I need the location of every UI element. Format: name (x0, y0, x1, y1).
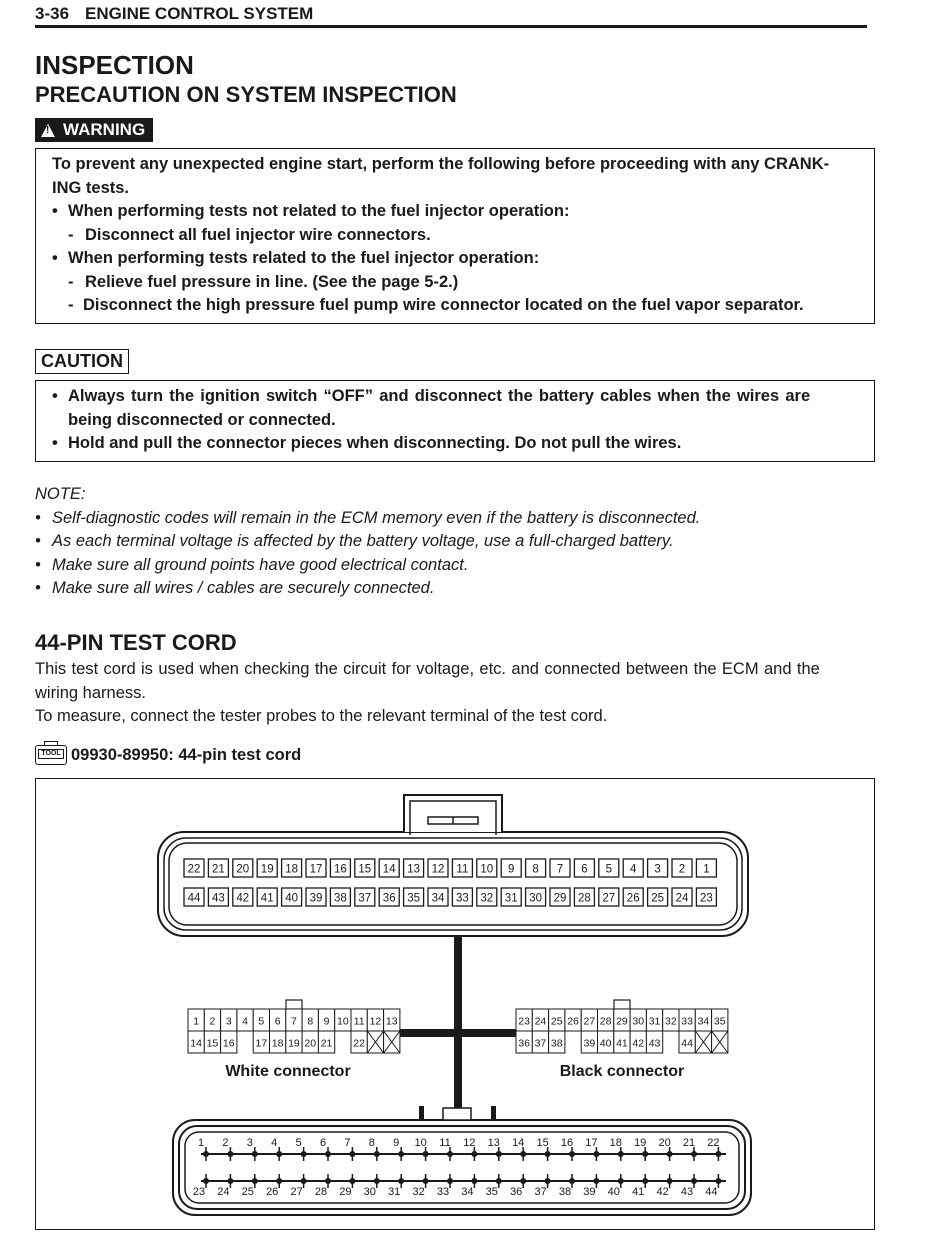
pin-label: 41 (632, 1186, 645, 1198)
pin-label: 20 (236, 863, 250, 876)
black-connector-pin-label: 35 (713, 1015, 726, 1028)
harness-wires (400, 936, 516, 1108)
pin-label: 18 (609, 1137, 622, 1149)
tool-line (35, 745, 301, 765)
pin-label: 39 (309, 892, 323, 905)
pin-label: 13 (487, 1137, 500, 1149)
test-cord-diagram (35, 778, 875, 1230)
note-item-4: Make sure all wires / cables are securely connected. (52, 579, 435, 597)
pin-label: 14 (382, 863, 396, 876)
white-connector-pin-label: 19 (288, 1037, 300, 1050)
dash: - (68, 296, 74, 314)
black-connector-pin-label: 40 (599, 1037, 612, 1050)
white-connector-pin-label: 10 (337, 1015, 349, 1028)
pin-label: 17 (585, 1137, 598, 1149)
black-connector-pin-label: 31 (648, 1015, 661, 1028)
pin-label: 2 (222, 1137, 229, 1149)
pin-label: 19 (260, 863, 274, 876)
pin-label: 23 (700, 892, 713, 905)
pin-label: 6 (319, 1137, 327, 1149)
black-connector-pin-label: 43 (648, 1037, 661, 1050)
white-connector-pin-label: 20 (304, 1037, 317, 1050)
pin-label: 22 (707, 1137, 720, 1149)
pin-label: 1 (703, 863, 710, 876)
note-item-3: Make sure all ground points have good electrical contact. (52, 555, 469, 574)
pin-label: 36 (382, 892, 396, 905)
black-connector-pin-label: 23 (518, 1015, 530, 1028)
warning-line-3: When performing tests not related to the fuel injector operation: (68, 202, 570, 220)
black-connector-pin-label: 36 (518, 1037, 530, 1050)
section-heading: 44-PIN TEST CORD (35, 630, 237, 655)
pin-label: 8 (368, 1137, 375, 1149)
page-title: INSPECTION (35, 50, 194, 80)
pin-label: 1 (197, 1137, 205, 1149)
pin-label: 41 (260, 892, 274, 905)
white-connector-pin-label: 17 (255, 1037, 268, 1050)
white-connector-pin-label: 3 (225, 1015, 232, 1028)
black-connector-pin-label: 41 (616, 1037, 628, 1050)
tool-line-text: 09930-89950: 44-pin test cord (71, 745, 302, 764)
pin-label: 33 (436, 1186, 450, 1198)
caution-line-2: being disconnected or connected. (68, 410, 336, 429)
pin-label: 19 (634, 1137, 647, 1149)
pin-label: 15 (536, 1137, 549, 1149)
black-connector-label: Black connector (559, 1063, 685, 1080)
page-number: 3-36 (35, 4, 70, 23)
white-connector-pin-label: 8 (307, 1015, 314, 1028)
pin-label: 42 (656, 1186, 669, 1198)
pin-label: 8 (532, 863, 539, 876)
pin-label: 3 (246, 1137, 253, 1149)
black-connector-pin-label: 44 (681, 1037, 693, 1050)
pin-label: 44 (187, 892, 201, 905)
tool-icon: TOOL (35, 745, 67, 765)
dash: - (68, 272, 74, 291)
black-connector-pin-label: 27 (583, 1015, 596, 1028)
black-connector (614, 1000, 630, 1009)
white-connector-pin-label: 12 (369, 1015, 382, 1028)
pin-label: 32 (412, 1186, 425, 1198)
pin-label: 16 (334, 863, 347, 876)
warning-box (35, 148, 875, 324)
pin-label: 27 (290, 1186, 303, 1198)
white-connector (286, 1000, 302, 1009)
note-block (35, 483, 895, 603)
pin-label: 5 (295, 1137, 302, 1149)
pin-label: 3 (654, 863, 661, 876)
note-item-1: Self-diagnostic codes will remain in the ECM memory even if the battery is disconnected. (52, 508, 701, 527)
pin-label: 21 (212, 863, 225, 876)
pin-label: 42 (236, 892, 250, 905)
pin-label: 28 (578, 892, 591, 905)
pin-label: 23 (192, 1186, 206, 1198)
white-connector-pin-label: 6 (274, 1015, 281, 1028)
black-connector-pin-label: 29 (616, 1015, 628, 1028)
bullet: • (52, 434, 58, 452)
pin-label: 13 (407, 863, 420, 876)
pin-label: 9 (393, 1137, 400, 1149)
white-connector-pin-label: 14 (190, 1037, 202, 1050)
pin-label: 21 (682, 1137, 696, 1149)
caution-box (35, 380, 875, 462)
white-connector-pin-label: 21 (320, 1037, 333, 1050)
test-cord-paragraph (35, 658, 895, 730)
white-connector-pin-label: 2 (209, 1015, 216, 1028)
page-header (35, 4, 313, 24)
black-connector-pin-label: 42 (632, 1037, 645, 1050)
note-item-2: As each terminal voltage is affected by the battery voltage, use a full-charged battery. (52, 532, 674, 550)
pin-label: 30 (529, 892, 542, 905)
black-connector-pin-label: 33 (681, 1015, 693, 1028)
pin-label: 39 (583, 1186, 596, 1198)
pin-label: 17 (309, 863, 323, 876)
pin-label: 32 (480, 892, 494, 905)
bullet: • (35, 555, 41, 574)
para-line-2: wiring harness. (35, 683, 146, 702)
white-connector-pin-label: 7 (291, 1015, 297, 1028)
warning-line-5: When performing tests related to the fuel injector operation: (68, 249, 540, 267)
pin-label: 11 (439, 1137, 451, 1149)
pin-label: 38 (334, 892, 347, 905)
black-connector-pin-label: 24 (534, 1015, 547, 1028)
pin-label: 16 (560, 1137, 574, 1149)
pin-label: 12 (431, 863, 445, 876)
pin-label: 24 (675, 892, 689, 905)
pin-label: 37 (534, 1186, 547, 1198)
pin-label: 11 (456, 863, 469, 876)
pin-label: 25 (241, 1186, 254, 1198)
pin-label: 5 (605, 863, 613, 876)
bullet: • (35, 508, 41, 527)
white-connector-pin-label: 15 (206, 1037, 219, 1050)
header-rule (35, 25, 867, 28)
pin-label: 12 (463, 1137, 476, 1149)
pin-label: 36 (510, 1186, 523, 1198)
pin-label: 24 (217, 1186, 230, 1198)
bullet: • (35, 579, 41, 597)
warning-line-6: Relieve fuel pressure in line. (See the page 5-2.) (85, 272, 459, 291)
warning-icon: ! (41, 124, 55, 137)
pin-label: 35 (485, 1186, 498, 1198)
black-connector-pin-label: 28 (599, 1015, 612, 1028)
pin-label: 4 (271, 1137, 278, 1149)
pin-label: 22 (187, 863, 201, 876)
pin-label: 25 (651, 892, 664, 905)
pin-label: 31 (504, 892, 518, 905)
white-connector-pin-label: 1 (193, 1015, 200, 1028)
warning-label: WARNING (63, 120, 146, 139)
warning-line-1: To prevent any unexpected engine start, perform the following before proceeding with any CRANK- (52, 155, 830, 173)
pin-label: 20 (658, 1137, 671, 1149)
black-connector-pin-label: 25 (550, 1015, 563, 1028)
pin-label: 18 (285, 863, 298, 876)
white-connector-pin-label: 4 (242, 1015, 248, 1028)
black-connector-pin-label: 32 (665, 1015, 677, 1028)
white-connector-pin-label: 13 (385, 1015, 398, 1028)
section-title: ENGINE CONTROL SYSTEM (85, 4, 314, 23)
pin-label: 26 (626, 892, 640, 905)
pin-label: 2 (678, 863, 686, 876)
pin-label: 27 (602, 892, 616, 905)
black-connector-pin-label: 39 (583, 1037, 596, 1050)
white-connector-pin-label: 5 (258, 1015, 265, 1028)
black-connector-pin-label: 30 (632, 1015, 645, 1028)
white-connector-label: White connector (225, 1063, 351, 1080)
pin-label: 44 (705, 1186, 718, 1198)
pin-label: 34 (431, 892, 445, 905)
pin-label: 10 (480, 863, 494, 876)
pin-label: 6 (581, 863, 588, 876)
black-connector-pin-label: 37 (534, 1037, 547, 1050)
caution-line-3: Hold and pull the connector pieces when disconnecting. Do not pull the wires. (68, 434, 682, 452)
connector-diagram-svg (36, 779, 876, 1231)
pin-label: 7 (556, 863, 564, 876)
page-subtitle: PRECAUTION ON SYSTEM INSPECTION (35, 82, 457, 107)
white-connector-pin-label: 22 (353, 1037, 365, 1050)
pin-label: 43 (212, 892, 225, 905)
white-connector-pin-label: 9 (323, 1015, 330, 1028)
warning-line-2: ING tests. (52, 178, 130, 197)
caution-line-1: Always turn the ignition switch “OFF” and disconnect the battery cables when the wires are (68, 387, 811, 405)
pin-label: 28 (314, 1186, 328, 1198)
dash: - (68, 225, 74, 244)
caution-badge: CAUTION (35, 349, 129, 374)
para-line-1: This test cord is used when checking the circuit for voltage, etc. and connected between the ECM and the (35, 660, 820, 678)
white-connector-pin-label: 18 (271, 1037, 284, 1050)
pin-label: 37 (358, 892, 372, 905)
pin-label: 35 (407, 892, 420, 905)
pin-label: 4 (629, 863, 637, 876)
pin-label: 43 (680, 1186, 694, 1198)
white-connector-pin-label: 11 (353, 1015, 365, 1028)
pin-label: 29 (339, 1186, 352, 1198)
pin-label: 10 (414, 1137, 427, 1149)
pin-label: 29 (553, 892, 567, 905)
black-connector-pin-label: 34 (697, 1015, 710, 1028)
bullet: • (52, 249, 58, 267)
bullet: • (52, 202, 58, 220)
pin-label: 33 (456, 892, 469, 905)
pin-label: 34 (461, 1186, 474, 1198)
warning-line-7: Disconnect the high pressure fuel pump wire connector located on the fuel vapor separator. (83, 296, 804, 314)
pin-label: 40 (285, 892, 298, 905)
pin-label: 14 (512, 1137, 525, 1149)
black-connector-pin-label: 38 (550, 1037, 563, 1050)
bullet: • (35, 532, 41, 550)
note-label: NOTE: (35, 485, 86, 503)
para-line-3: To measure, connect the tester probes to the relevant terminal of the test cord. (35, 707, 608, 725)
pin-label: 7 (344, 1137, 351, 1149)
warning-badge (35, 118, 153, 142)
warning-line-4: Disconnect all fuel injector wire connectors. (85, 225, 431, 244)
pin-label: 38 (558, 1186, 572, 1198)
black-connector-pin-label: 26 (567, 1015, 579, 1028)
pin-label: 26 (266, 1186, 279, 1198)
pin-label: 15 (358, 863, 372, 876)
white-connector-pin-label: 16 (222, 1037, 235, 1050)
pin-label: 40 (607, 1186, 620, 1198)
bullet: • (52, 387, 58, 405)
pin-label: 31 (388, 1186, 401, 1198)
bottom-connector (173, 1106, 751, 1215)
pin-label: 9 (507, 863, 515, 876)
pin-label: 30 (363, 1186, 376, 1198)
